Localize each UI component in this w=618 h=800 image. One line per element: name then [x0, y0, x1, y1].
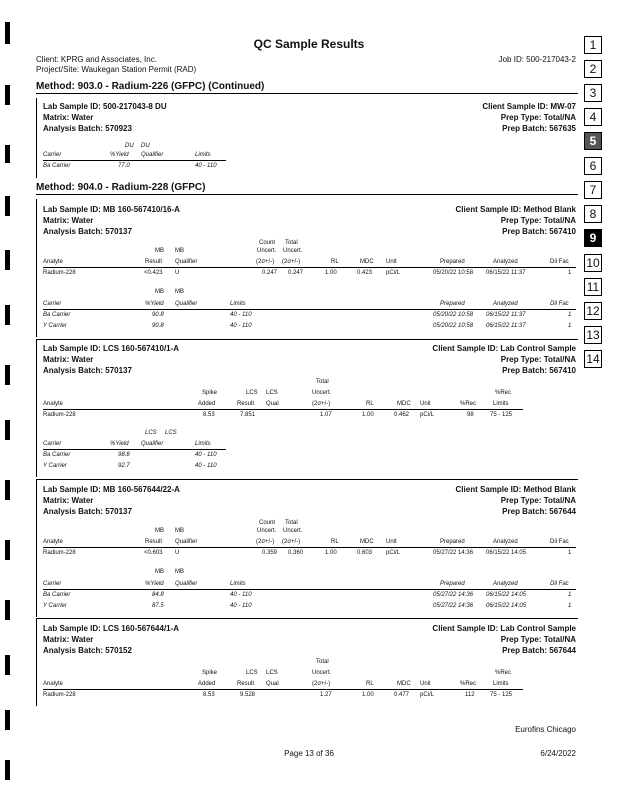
col-lcs: LCS — [266, 670, 278, 676]
analyte-name: Radium-228 — [43, 550, 76, 556]
analyzed-value: 06/15/22 14:05 — [486, 603, 527, 609]
col-total: Total — [285, 520, 298, 526]
tab-10[interactable]: 10 — [584, 254, 602, 272]
col-sigma: (2σ+/-) — [312, 401, 331, 407]
tab-2[interactable]: 2 — [584, 60, 602, 78]
carrier-yield: 90.8 — [152, 312, 164, 318]
col-result: Result — [237, 401, 255, 407]
prepared-value: 05/20/22 10:58 — [433, 270, 474, 276]
col-count: Count — [259, 240, 276, 246]
section-rule — [36, 199, 37, 337]
section-rule — [36, 479, 37, 617]
binder-bar — [5, 600, 10, 620]
qualifier-value: U — [175, 270, 180, 276]
row-rule — [43, 449, 226, 450]
prep-batch: Prep Batch: 567410 — [502, 227, 576, 236]
limits-value: 75 - 125 — [490, 692, 513, 698]
added-value: 8.53 — [203, 412, 215, 418]
col-spike: Spike — [202, 390, 218, 396]
tab-11[interactable]: 11 — [584, 278, 602, 296]
unit-value: pCi/L — [386, 550, 401, 556]
col-qualifier: Qualifier — [141, 152, 164, 158]
total-uncert-value: 0.247 — [288, 270, 304, 276]
col-qualifier: Qualifier — [141, 441, 164, 447]
col-qual: Qual — [266, 681, 279, 687]
col-carrier: Carrier — [43, 581, 62, 587]
col-du: DU — [141, 143, 150, 149]
carrier-limits: 40 - 110 — [230, 592, 252, 598]
col-mb: MB — [175, 289, 184, 295]
col-sigma: (2σ+/-) — [256, 259, 275, 265]
col-prepared: Prepared — [440, 301, 465, 307]
binder-bar — [5, 760, 10, 780]
carrier-name: Ba Carrier — [43, 312, 71, 318]
tab-8[interactable]: 8 — [584, 205, 602, 223]
mdc-value: 0.477 — [394, 692, 410, 698]
binder-bar — [5, 365, 10, 385]
unit-value: pCi/L — [420, 692, 435, 698]
col-mdc: MDC — [397, 681, 411, 687]
lab-sample-id: Lab Sample ID: MB 160-567644/22-A — [43, 485, 180, 494]
binder-bar — [5, 420, 10, 440]
col-analyte: Analyte — [43, 259, 64, 265]
col-unit: Unit — [420, 401, 431, 407]
col-mb: MB — [155, 528, 164, 534]
col-analyzed: Analyzed — [493, 581, 518, 587]
row-rule — [43, 267, 576, 268]
col-prec: %Rec — [460, 681, 477, 687]
section-divider — [36, 618, 578, 619]
col-rec: %Rec — [495, 390, 512, 396]
col-limits: Limits — [195, 441, 211, 447]
carrier-name: Ba Carrier — [43, 452, 71, 458]
carrier-name: Y Carrier — [43, 463, 67, 469]
col-rl: RL — [366, 681, 374, 687]
col-analyzed: Analyzed — [493, 259, 518, 265]
section-rule — [36, 98, 37, 178]
prep-type: Prep Type: Total/NA — [500, 355, 576, 364]
prep-batch: Prep Batch: 567635 — [502, 124, 576, 133]
col-result: Result — [145, 259, 163, 265]
result-value: <0.423 — [144, 270, 163, 276]
col-sigma: (2σ+/-) — [282, 539, 301, 545]
client-sample-id: Client Sample ID: Method Blank — [455, 205, 576, 214]
col-mb: MB — [175, 569, 184, 575]
analysis-batch: Analysis Batch: 570137 — [43, 227, 132, 236]
col-limits: Limits — [493, 401, 509, 407]
carrier-limits: 40 - 110 — [195, 452, 217, 458]
binder-bar — [5, 305, 10, 325]
prepared-value: 05/27/22 14:36 — [433, 603, 474, 609]
client-sample-id: Client Sample ID: Method Blank — [455, 485, 576, 494]
col-lcs: LCS — [165, 430, 177, 436]
client-sample-id: Client Sample ID: Lab Control Sample — [432, 624, 576, 633]
col-qualifier: Qualifier — [175, 301, 198, 307]
tab-1[interactable]: 1 — [584, 36, 602, 54]
col-unit: Unit — [420, 681, 431, 687]
col-lcs: LCS — [246, 390, 258, 396]
rec-value: 112 — [465, 692, 475, 698]
matrix: Matrix: Water — [43, 496, 94, 505]
matrix: Matrix: Water — [43, 635, 94, 644]
matrix: Matrix: Water — [43, 216, 94, 225]
job-id: Job ID: 500-217043-2 — [498, 55, 576, 64]
binder-bar — [5, 655, 10, 675]
carrier-yield: 92.7 — [118, 463, 130, 469]
binder-bar — [5, 250, 10, 270]
binder-bar — [5, 145, 10, 163]
carrier-name: Ba Carrier — [43, 592, 71, 598]
section-divider — [36, 479, 578, 480]
binder-bar — [5, 85, 10, 105]
col-mdc: MDC — [360, 259, 374, 265]
col-carrier: Carrier — [43, 441, 62, 447]
page-number: Page 13 of 36 — [284, 749, 334, 758]
tab-14[interactable]: 14 — [584, 350, 602, 368]
col-uncert: Uncert. — [312, 390, 332, 396]
carrier-yield: 87.5 — [152, 603, 164, 609]
col-limits: Limits — [230, 581, 246, 587]
col-total: Total — [316, 659, 329, 665]
col-sigma: (2σ+/-) — [282, 259, 301, 265]
col-lcs: LCS — [246, 670, 258, 676]
analysis-batch: Analysis Batch: 570137 — [43, 366, 132, 375]
col-limits: Limits — [195, 152, 211, 158]
tab-12[interactable]: 12 — [584, 302, 602, 320]
col-total: Total — [285, 240, 298, 246]
prep-type: Prep Type: Total/NA — [500, 635, 576, 644]
col-total: Total — [316, 379, 329, 385]
col-added: Added — [198, 681, 216, 687]
carrier-limits: 40 - 110 — [195, 463, 217, 469]
col-prepared: Prepared — [440, 259, 465, 265]
carrier-name: Y Carrier — [43, 603, 67, 609]
carrier-limits: 40 - 110 — [230, 323, 252, 329]
col-rl: RL — [366, 401, 374, 407]
added-value: 8.53 — [203, 692, 215, 698]
col-mdc: MDC — [397, 401, 411, 407]
section-divider — [36, 339, 578, 340]
col-uncert: Uncert. — [257, 248, 277, 254]
method-heading: Method: 904.0 - Radium-228 (GFPC) — [36, 182, 578, 195]
rec-value: 98 — [467, 412, 474, 418]
binder-bar — [5, 710, 10, 730]
dilfac-value: 1 — [568, 323, 572, 329]
col-analyte: Analyte — [43, 681, 64, 687]
col-prepared: Prepared — [440, 539, 465, 545]
col-sigma: (2σ+/-) — [256, 539, 275, 545]
col-count: Count — [259, 520, 276, 526]
prepared-value: 05/27/22 14:36 — [433, 550, 474, 556]
carrier-limits: 40 - 110 — [195, 163, 217, 169]
tab-4[interactable]: 4 — [584, 108, 602, 126]
col-unit: Unit — [386, 539, 397, 545]
carrier-yield: 77.0 — [118, 163, 130, 169]
analyzed-value: 06/15/22 14:05 — [486, 550, 527, 556]
col-yield: %Yield — [145, 581, 164, 587]
analyte-name: Radium-228 — [43, 412, 76, 418]
unit-value: pCi/L — [420, 412, 435, 418]
col-qualifier: Qualifier — [175, 539, 198, 545]
rl-value: 1.00 — [362, 692, 374, 698]
col-dilfac: Dil Fac — [550, 539, 569, 545]
col-rec: %Rec — [495, 670, 512, 676]
analysis-batch: Analysis Batch: 570923 — [43, 124, 132, 133]
carrier-yield: 84.8 — [152, 592, 164, 598]
section-rule — [36, 618, 37, 706]
matrix: Matrix: Water — [43, 355, 94, 364]
mdc-value: 0.603 — [357, 550, 373, 556]
col-mb: MB — [155, 569, 164, 575]
rl-value: 1.00 — [325, 550, 337, 556]
col-dilfac: Dil Fac — [550, 301, 569, 307]
col-added: Added — [198, 401, 216, 407]
prepared-value: 05/20/22 10:58 — [433, 312, 474, 318]
limits-value: 75 - 125 — [490, 412, 513, 418]
prep-batch: Prep Batch: 567644 — [502, 646, 576, 655]
prepared-value: 05/27/22 14:36 — [433, 592, 474, 598]
col-yield: %Yield — [110, 152, 129, 158]
report-date: 6/24/2022 — [540, 749, 576, 758]
col-mb: MB — [155, 248, 164, 254]
matrix: Matrix: Water — [43, 113, 94, 122]
carrier-limits: 40 - 110 — [230, 603, 252, 609]
col-prec: %Rec — [460, 401, 477, 407]
section-rule — [36, 339, 37, 477]
col-dilfac: Dil Fac — [550, 259, 569, 265]
dilfac-value: 1 — [568, 603, 572, 609]
mdc-value: 0.423 — [357, 270, 373, 276]
tab-5[interactable]: 5 — [584, 132, 602, 150]
result-value: 7.851 — [240, 412, 256, 418]
dilfac-value: 1 — [568, 592, 572, 598]
row-rule — [43, 547, 576, 548]
col-analyte: Analyte — [43, 539, 64, 545]
col-rl: RL — [331, 259, 339, 265]
prepared-value: 05/20/22 10:58 — [433, 323, 474, 329]
col-carrier: Carrier — [43, 152, 62, 158]
binder-bar — [5, 540, 10, 560]
col-analyzed: Analyzed — [493, 301, 518, 307]
col-analyte: Analyte — [43, 401, 64, 407]
dilfac-value: 1 — [568, 312, 572, 318]
row-rule — [43, 160, 226, 161]
carrier-yield: 90.8 — [152, 323, 164, 329]
col-rl: RL — [331, 539, 339, 545]
col-du: DU — [125, 143, 134, 149]
analyzed-value: 06/15/22 11:37 — [486, 312, 526, 318]
qualifier-value: U — [175, 550, 180, 556]
prep-batch: Prep Batch: 567644 — [502, 507, 576, 516]
analysis-batch: Analysis Batch: 570152 — [43, 646, 132, 655]
carrier-name: Y Carrier — [43, 323, 67, 329]
row-rule — [43, 689, 523, 690]
col-mb: MB — [155, 289, 164, 295]
col-uncert: Uncert. — [312, 670, 332, 676]
client-sample-id: Client Sample ID: MW-07 — [482, 102, 576, 111]
dilfac-value: 1 — [568, 270, 572, 276]
carrier-name: Ba Carrier — [43, 163, 71, 169]
count-uncert-value: 0.247 — [262, 270, 278, 276]
analyte-name: Radium-228 — [43, 270, 76, 276]
col-lcs: LCS — [145, 430, 157, 436]
analyzed-value: 06/15/22 11:37 — [486, 323, 526, 329]
prep-type: Prep Type: Total/NA — [500, 113, 576, 122]
tab-6[interactable]: 6 — [584, 157, 602, 175]
lab-sample-id: Lab Sample ID: LCS 160-567644/1-A — [43, 624, 180, 633]
col-qual: Qual — [266, 401, 279, 407]
analyzed-value: 06/15/22 11:37 — [486, 270, 526, 276]
col-mdc: MDC — [360, 539, 374, 545]
col-uncert: Uncert. — [283, 528, 303, 534]
rl-value: 1.00 — [325, 270, 337, 276]
carrier-limits: 40 - 110 — [230, 312, 252, 318]
unit-value: pCi/L — [386, 270, 401, 276]
col-limits: Limits — [493, 681, 509, 687]
col-lcs: LCS — [266, 390, 278, 396]
result-value: <0.603 — [144, 550, 163, 556]
tab-7[interactable]: 7 — [584, 181, 602, 199]
col-yield: %Yield — [145, 301, 164, 307]
tab-9[interactable]: 9 — [584, 229, 602, 247]
analyzed-value: 06/15/22 14:05 — [486, 592, 527, 598]
result-value: 9.528 — [240, 692, 256, 698]
col-spike: Spike — [202, 670, 218, 676]
rl-value: 1.00 — [362, 412, 374, 418]
col-analyzed: Analyzed — [493, 539, 518, 545]
col-mb: MB — [175, 528, 184, 534]
lab-sample-id: Lab Sample ID: LCS 160-567410/1-A — [43, 344, 180, 353]
page-title: QC Sample Results — [253, 37, 365, 51]
row-rule — [43, 309, 576, 310]
tab-13[interactable]: 13 — [584, 326, 602, 344]
col-dilfac: Dil Fac — [550, 581, 569, 587]
prep-batch: Prep Batch: 567410 — [502, 366, 576, 375]
col-uncert: Uncert. — [283, 248, 303, 254]
analyte-name: Radium-228 — [43, 692, 76, 698]
prep-type: Prep Type: Total/NA — [500, 496, 576, 505]
row-rule — [43, 589, 576, 590]
col-qualifier: Qualifier — [175, 581, 198, 587]
analysis-batch: Analysis Batch: 570137 — [43, 507, 132, 516]
total-uncert-value: 0.360 — [288, 550, 304, 556]
col-mb: MB — [175, 248, 184, 254]
uncert-value: 1.07 — [320, 412, 332, 418]
col-prepared: Prepared — [440, 581, 465, 587]
col-result: Result — [237, 681, 255, 687]
lab-sample-id: Lab Sample ID: 500-217043-8 DU — [43, 102, 167, 111]
dilfac-value: 1 — [568, 550, 572, 556]
company-name: Eurofins Chicago — [515, 725, 576, 734]
col-limits: Limits — [230, 301, 246, 307]
col-carrier: Carrier — [43, 301, 62, 307]
col-uncert: Uncert. — [257, 528, 277, 534]
col-yield: %Yield — [110, 441, 129, 447]
binder-bar — [5, 196, 10, 216]
method-heading: Method: 903.0 - Radium-226 (GFPC) (Continued) — [36, 81, 578, 94]
project-site: Project/Site: Waukegan Station Permit (RAD) — [36, 65, 197, 74]
carrier-yield: 98.8 — [118, 452, 130, 458]
row-rule — [43, 409, 523, 410]
col-qualifier: Qualifier — [175, 259, 198, 265]
col-sigma: (2σ+/-) — [312, 681, 331, 687]
uncert-value: 1.27 — [320, 692, 332, 698]
prep-type: Prep Type: Total/NA — [500, 216, 576, 225]
lab-sample-id: Lab Sample ID: MB 160-567410/16-A — [43, 205, 180, 214]
tab-3[interactable]: 3 — [584, 84, 602, 102]
col-unit: Unit — [386, 259, 397, 265]
count-uncert-value: 0.359 — [262, 550, 278, 556]
col-result: Result — [145, 539, 163, 545]
client-sample-id: Client Sample ID: Lab Control Sample — [432, 344, 576, 353]
client-name: Client: KPRG and Associates, Inc. — [36, 55, 157, 64]
binder-bar — [5, 480, 10, 500]
mdc-value: 0.462 — [394, 412, 410, 418]
